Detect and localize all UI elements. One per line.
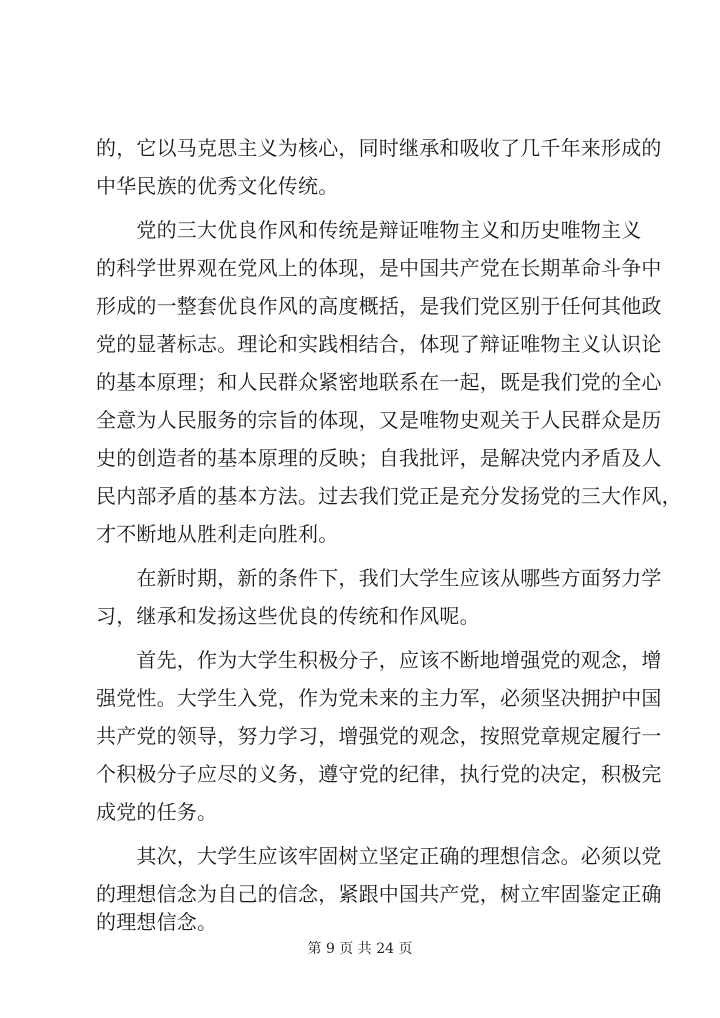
- paragraph-line: 强党性。大学生入党，作为党未来的主力军，必须坚决拥护中国: [96, 686, 662, 710]
- paragraph-line: 党的三大优良作风和传统是辩证唯物主义和历史唯物主义: [96, 218, 642, 242]
- paragraph-line: 的科学世界观在党风上的体现，是中国共产党在长期革命斗争中: [96, 256, 662, 280]
- paragraph-line: 共产党的领导，努力学习，增强党的观念，按照党章规定履行一: [96, 724, 662, 748]
- paragraph-line: 全意为人民服务的宗旨的体现，又是唯物史观关于人民群众是历: [96, 408, 662, 432]
- paragraph-line: 的理想信念为自己的信念，紧跟中国共产党，树立牢固鉴定正确: [96, 882, 662, 906]
- paragraph-line: 其次，大学生应该牢固树立坚定正确的理想信念。必须以党: [96, 844, 662, 868]
- paragraph-line: 形成的一整套优良作风的高度概括，是我们党区别于任何其他政: [96, 294, 662, 318]
- paragraph-line: 党的显著标志。理论和实践相结合，体现了辩证唯物主义认识论: [96, 332, 662, 356]
- paragraph-line: 中华民族的优秀文化传统。: [96, 174, 339, 198]
- paragraph-line: 首先，作为大学生积极分子，应该不断地增强党的观念，增: [96, 648, 662, 672]
- paragraph-line: 的理想信念。: [96, 910, 218, 934]
- paragraph-line: 民内部矛盾的基本方法。过去我们党正是充分发扬党的三大作风，: [96, 484, 682, 508]
- paragraph-line: 才不断地从胜利走向胜利。: [96, 522, 339, 546]
- paragraph-line: 的基本原理；和人民群众紧密地联系在一起，既是我们党的全心: [96, 370, 662, 394]
- paragraph-line: 史的创造者的基本原理的反映；自我批评，是解决党内矛盾及人: [96, 446, 662, 470]
- paragraph-line: 在新时期，新的条件下，我们大学生应该从哪些方面努力学: [96, 566, 662, 590]
- paragraph-line: 成党的任务。: [96, 800, 218, 824]
- paragraph-line: 的，它以马克思主义为核心，同时继承和吸收了几千年来形成的: [96, 136, 662, 160]
- page-number-footer: 第 9 页 共 24 页: [307, 941, 413, 957]
- paragraph-line: 习，继承和发扬这些优良的传统和作风呢。: [96, 604, 480, 628]
- paragraph-line: 个积极分子应尽的义务，遵守党的纪律，执行党的决定，积极完: [96, 762, 662, 786]
